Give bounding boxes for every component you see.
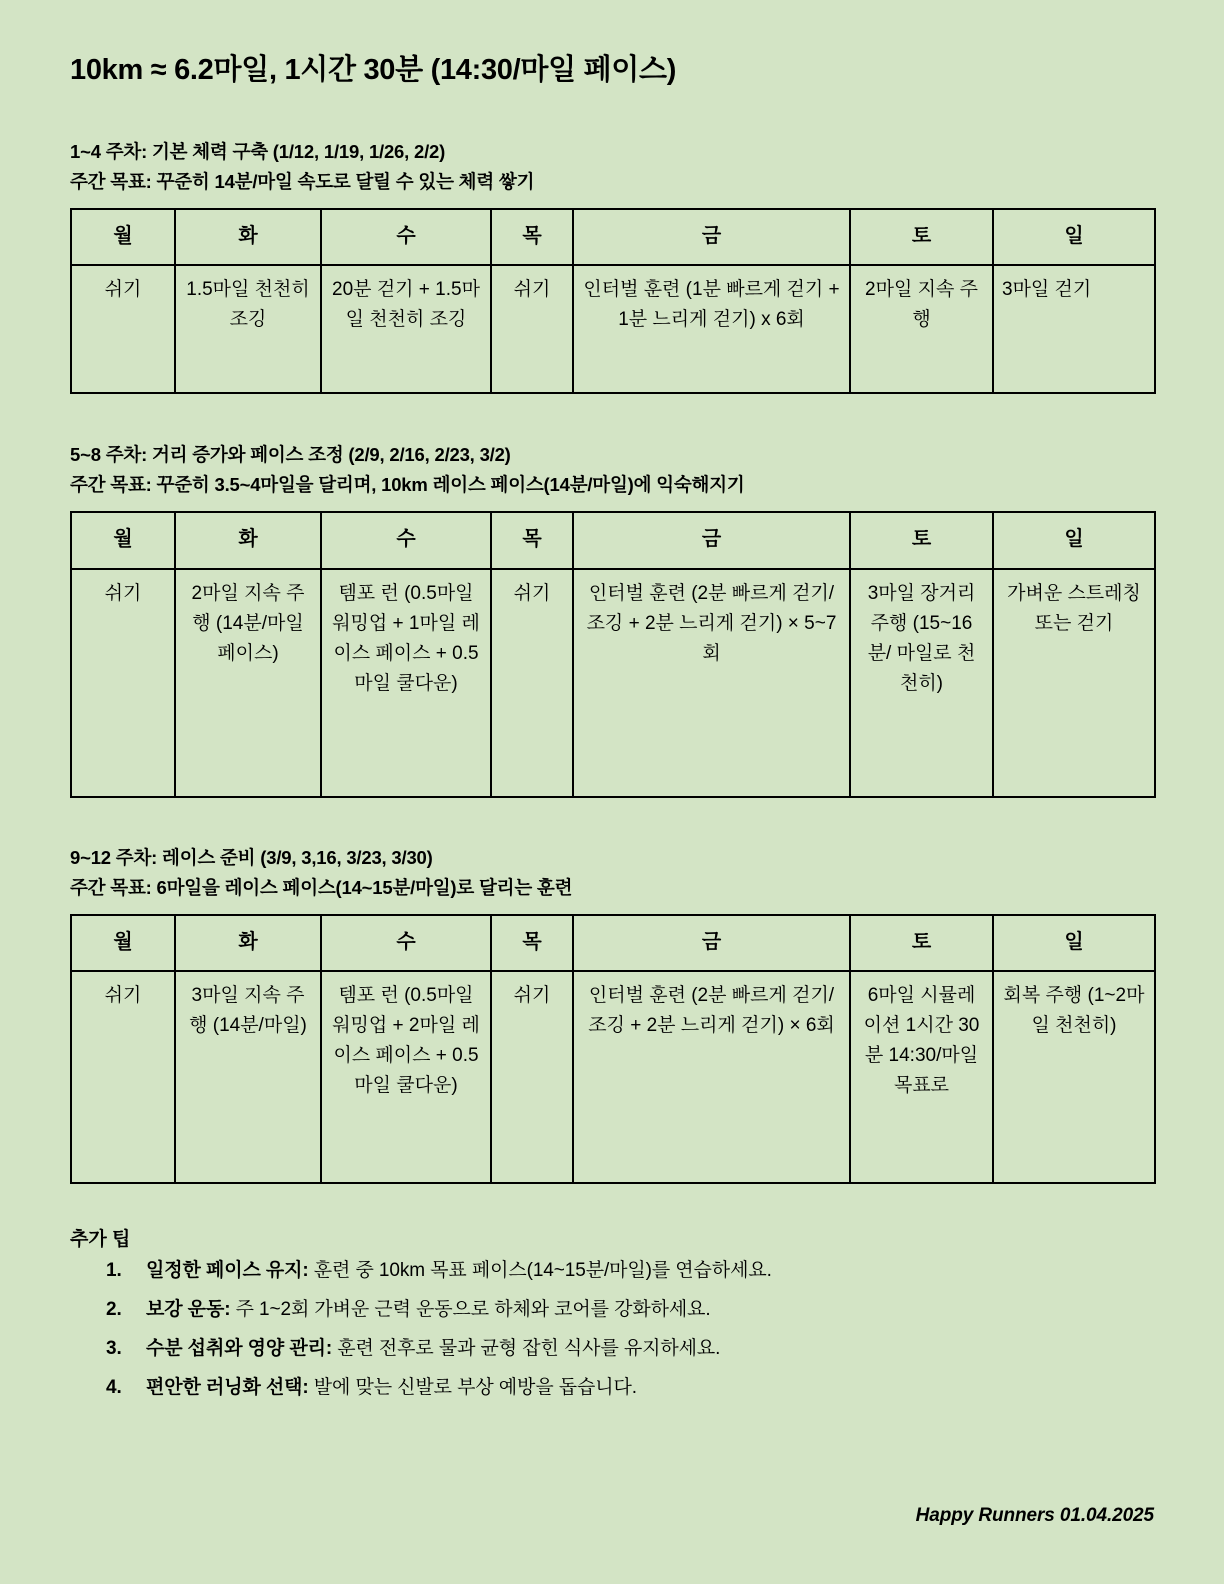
cell-thu: 쉬기 <box>491 971 573 1183</box>
weekly-schedule-table <box>70 511 1156 798</box>
table-header-row <box>71 512 1155 569</box>
cell-sat: 6마일 시뮬레이션 1시간 30분 14:30/마일 목표로 <box>850 971 993 1183</box>
column-header-tue: 화 <box>175 512 321 569</box>
tips-list <box>70 1257 1154 1403</box>
cell-tue: 3마일 지속 주행 (14분/마일) <box>175 971 321 1183</box>
training-block-weeks-5-8 <box>70 394 1154 798</box>
column-header-sat: 토 <box>850 512 993 569</box>
training-block-weeks-1-4 <box>70 90 1154 395</box>
tip-number: 3. <box>106 1338 122 1360</box>
column-header-wed: 수 <box>321 512 491 569</box>
column-header-wed: 수 <box>321 209 491 266</box>
tips-title: 추가 팁 <box>70 1229 131 1251</box>
tip-text: 훈련 전후로 물과 균형 잡힌 식사를 유지하세요. <box>332 1338 721 1360</box>
cell-mon: 쉬기 <box>71 971 175 1183</box>
list-item <box>70 1257 1154 1286</box>
cell-tue: 2마일 지속 주행 (14분/마일 페이스) <box>175 569 321 797</box>
cell-fri: 인터벌 훈련 (2분 빠르게 걷기/조깅 + 2분 느리게 걷기) × 6회 <box>573 971 850 1183</box>
column-header-wed: 수 <box>321 915 491 972</box>
cell-thu: 쉬기 <box>491 569 573 797</box>
column-header-mon: 월 <box>71 209 175 266</box>
cell-mon: 쉬기 <box>71 265 175 393</box>
tip-number: 4. <box>106 1376 122 1398</box>
block-goal: 주간 목표: 꾸준히 14분/마일 속도로 달릴 수 있는 체력 쌓기 <box>70 170 535 192</box>
column-header-mon: 월 <box>71 512 175 569</box>
footer-signature: Happy Runners 01.04.2025 <box>915 1505 1154 1526</box>
column-header-tue: 화 <box>175 915 321 972</box>
cell-wed: 템포 런 (0.5마일 워밍업 + 2마일 레이스 페이스 + 0.5마일 쿨다운) <box>321 971 491 1183</box>
block-heading: 5~8 주차: 거리 증가와 페이스 조정 (2/9, 2/16, 2/23, 3/2) <box>70 444 511 466</box>
tip-number: 1. <box>106 1260 122 1282</box>
cell-mon: 쉬기 <box>71 569 175 797</box>
list-item <box>70 1335 1154 1364</box>
cell-sat: 2마일 지속 주행 <box>850 265 993 393</box>
table-header-row <box>71 209 1155 266</box>
list-item <box>70 1296 1154 1325</box>
tip-term: 일정한 페이스 유지: <box>146 1260 309 1282</box>
cell-sun: 가벼운 스트레칭 또는 걷기 <box>993 569 1155 797</box>
cell-sun: 3마일 걷기 <box>993 265 1155 393</box>
block-goal: 주간 목표: 꾸준히 3.5~4마일을 달리며, 10km 레이스 페이스(14분/마일)에 익숙해지기 <box>70 474 745 496</box>
cell-wed: 템포 런 (0.5마일 워밍업 + 1마일 레이스 페이스 + 0.5마일 쿨다운) <box>321 569 491 797</box>
cell-sun: 회복 주행 (1~2마일 천천히) <box>993 971 1155 1183</box>
tip-term: 보강 운동: <box>146 1299 231 1321</box>
cell-sat: 3마일 장거리 주행 (15~16분/ 마일로 천천히) <box>850 569 993 797</box>
column-header-mon: 월 <box>71 915 175 972</box>
table-row <box>71 971 1155 1183</box>
cell-wed: 20분 걷기 + 1.5마일 천천히 조깅 <box>321 265 491 393</box>
tip-term: 수분 섭취와 영양 관리: <box>146 1338 333 1360</box>
column-header-sat: 토 <box>850 209 993 266</box>
tip-number: 2. <box>106 1299 122 1321</box>
table-row <box>71 569 1155 797</box>
column-header-tue: 화 <box>175 209 321 266</box>
weekly-schedule-table <box>70 208 1156 395</box>
cell-fri: 인터벌 훈련 (2분 빠르게 걷기/조깅 + 2분 느리게 걷기) × 5~7회 <box>573 569 850 797</box>
column-header-thu: 목 <box>491 915 573 972</box>
column-header-sat: 토 <box>850 915 993 972</box>
cell-tue: 1.5마일 천천히 조깅 <box>175 265 321 393</box>
tip-text: 발에 맞는 신발로 부상 예방을 돕습니다. <box>308 1376 637 1398</box>
column-header-sun: 일 <box>993 209 1155 266</box>
list-item <box>70 1374 1154 1403</box>
additional-tips-section <box>70 1184 1154 1403</box>
column-header-fri: 금 <box>573 512 850 569</box>
column-header-sun: 일 <box>993 512 1155 569</box>
block-goal: 주간 목표: 6마일을 레이스 페이스(14~15분/마일)로 달리는 훈련 <box>70 876 573 898</box>
table-header-row <box>71 915 1155 972</box>
tip-text: 훈련 중 10km 목표 페이스(14~15분/마일)를 연습하세요. <box>308 1260 772 1282</box>
tip-term: 편안한 러닝화 선택: <box>146 1376 309 1398</box>
column-header-thu: 목 <box>491 512 573 569</box>
cell-thu: 쉬기 <box>491 265 573 393</box>
tip-text: 주 1~2회 가벼운 근력 운동으로 하체와 코어를 강화하세요. <box>230 1299 711 1321</box>
weekly-schedule-table <box>70 914 1156 1185</box>
training-block-weeks-9-12 <box>70 798 1154 1185</box>
block-heading: 1~4 주차: 기본 체력 구축 (1/12, 1/19, 1/26, 2/2) <box>70 140 446 162</box>
column-header-fri: 금 <box>573 915 850 972</box>
column-header-thu: 목 <box>491 209 573 266</box>
column-header-fri: 금 <box>573 209 850 266</box>
page-title: 10km ≈ 6.2마일, 1시간 30분 (14:30/마일 페이스) <box>70 54 677 86</box>
column-header-sun: 일 <box>993 915 1155 972</box>
block-heading: 9~12 주차: 레이스 준비 (3/9, 3,16, 3/23, 3/30) <box>70 846 433 868</box>
cell-fri: 인터벌 훈련 (1분 빠르게 걷기 + 1분 느리게 걷기) x 6회 <box>573 265 850 393</box>
table-row <box>71 265 1155 393</box>
